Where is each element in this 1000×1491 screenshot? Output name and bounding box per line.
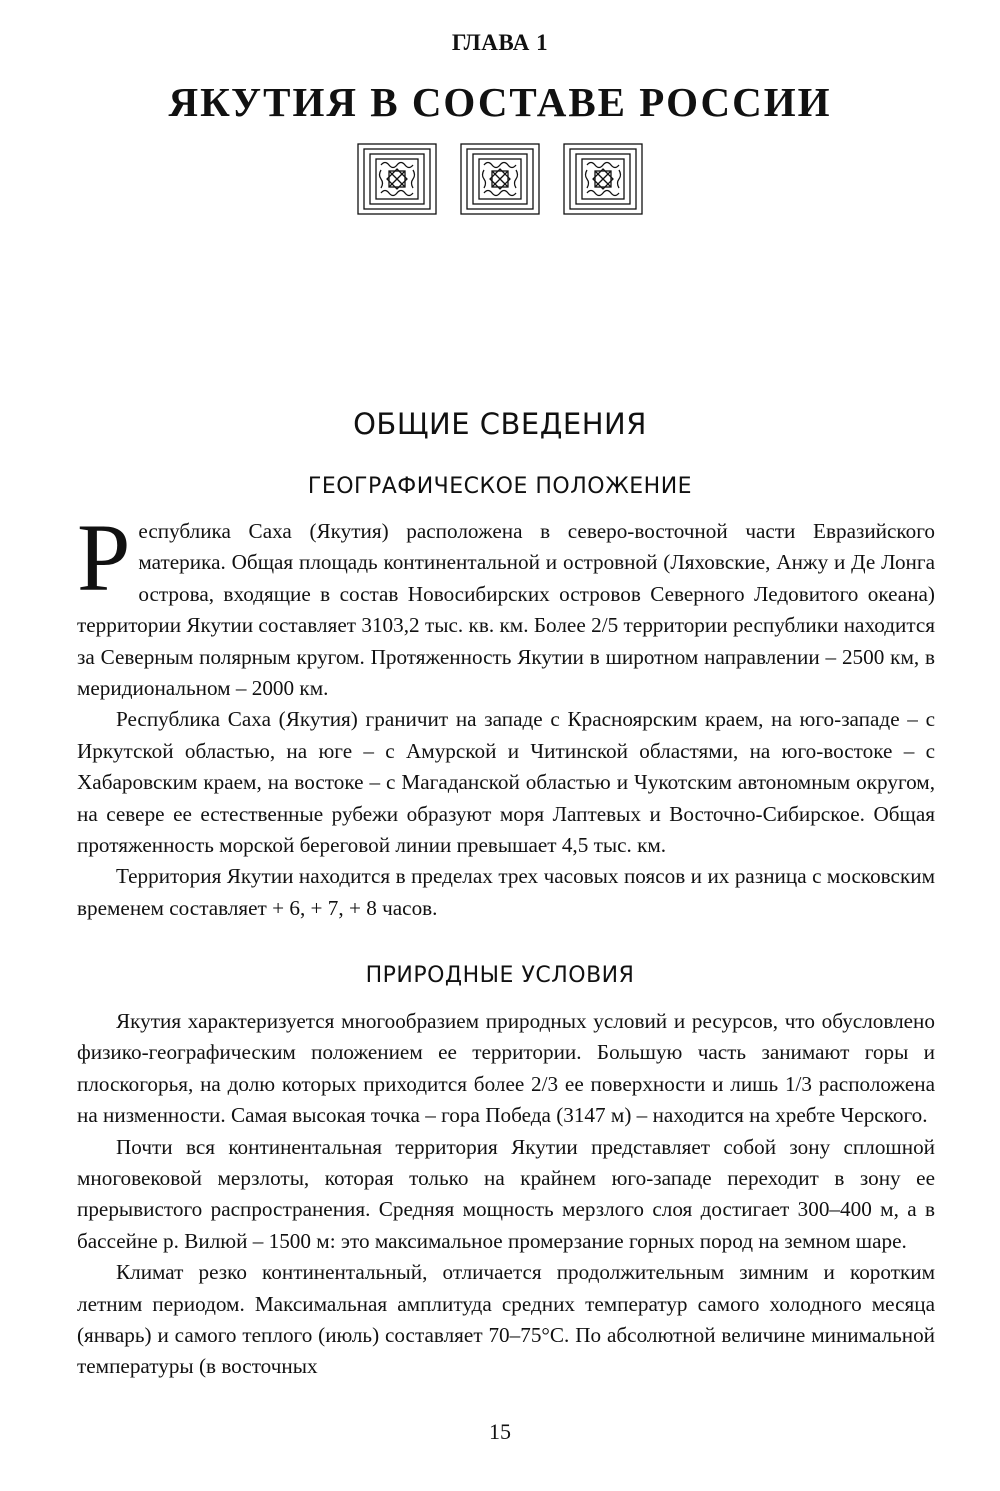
geo-text	[77, 504, 935, 924]
geo-paragraph-3: Территория Якутии находится в пределах трех часовых поясов и их разница с московским временем составляет + 6, + 7, + 8 часов.	[77, 864, 935, 920]
chapter-label: ГЛАВА 1	[451, 30, 549, 55]
dropcap-letter: Р	[77, 504, 131, 611]
geo-paragraph-2: Республика Саха (Якутия) граничит на западе с Красноярским краем, на юго-западе – с Иркутской областью, на юге – с Амурской и Читинской областями, на юго-востоке – с Хабаровским краем, на востоке – с Магаданской областью и Чукотским автономным округом, на севере ее естественные рубежи образуют моря Лаптевых и Восточно-Сибирское. Общая протяженность морской береговой линии превышает 4,5 тыс. км.	[77, 707, 935, 858]
yakut-ornament-icon	[460, 143, 540, 215]
geo-paragraph-1: Республика Саха (Якутия) расположена в северо-восточной части Евразийского материка. Общая площадь континентальной и островной (Ляховские, Анжу и Де Лонга острова, входящие в состав Новосибирских островов Северного Ледовитого океана) территории Якутии составляет 3103,2 тыс. кв. км. Более 2/5 территории республики находится за Северным полярным кругом. Протяженность Якутии в широтном направлении – 2500 км, в меридиональном – 2000 км.	[77, 504, 935, 701]
nature-text	[77, 1006, 935, 1383]
yakut-ornament-icon	[563, 143, 643, 215]
chapter-title: ЯКУТИЯ В СОСТАВЕ РОССИИ	[168, 79, 832, 125]
nature-paragraph-3: Климат резко континентальный, отличается продолжительным зимним и коротким летним периодом. Максимальная амплитуда средних температур самого холодного месяца (январь) и самого теплого (июль) составляет 70–75°С. По абсолютной величине минимальной температуры (в восточных	[77, 1260, 935, 1379]
geo-subsection-title: ГЕОГРАФИЧЕСКОЕ ПОЛОЖЕНИЕ	[307, 474, 693, 499]
nature-subsection-title: ПРИРОДНЫЕ УСЛОВИЯ	[365, 963, 635, 988]
nature-paragraph-1: Якутия характеризуется многообразием природных условий и ресурсов, что обусловлено физико-географическим положением ее территории. Большую часть занимают горы и плоскогорья, на долю которых приходится более 2/3 ее поверхности и лишь 1/3 расположена на низменности. Самая высокая точка – гора Победа (3147 м) – находится на хребте Черского.	[77, 1009, 935, 1128]
nature-paragraph-2: Почти вся континентальная территория Якутии представляет собой зону сплошной многовековой мерзлоты, которая только на крайнем юго-западе переходит в зону ее прерывистого распространения. Средняя мощность мерзлого слоя достигает 300–400 м, а в бассейне р. Вилюй – 1500 м: это максимальное промерзание горных пород на земном шаре.	[77, 1134, 935, 1253]
page-number: 15	[489, 1419, 511, 1444]
yakut-ornament-icon	[357, 143, 437, 215]
section-title: ОБЩИЕ СВЕДЕНИЯ	[353, 407, 647, 441]
ornament-row	[0, 143, 1000, 215]
